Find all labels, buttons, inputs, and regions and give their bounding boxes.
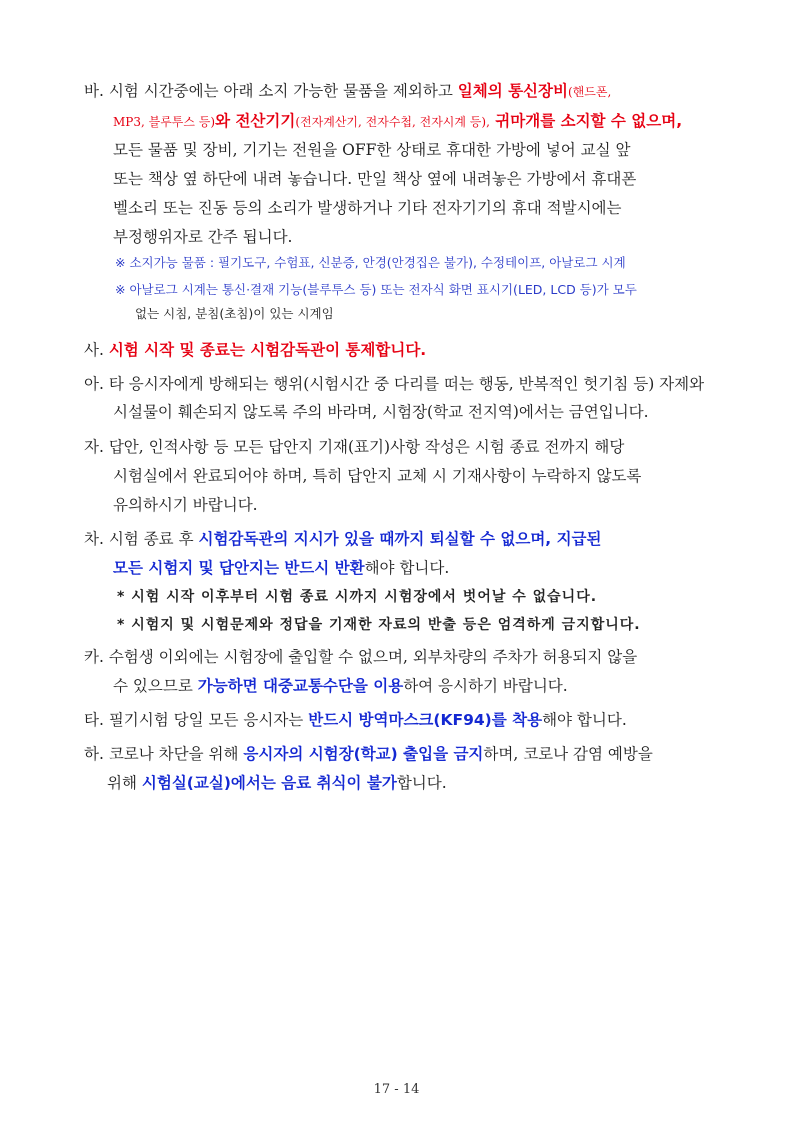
emphasis-blue: 응시자의 시험장(학교) 출입을 금지 — [243, 745, 484, 763]
text: 차. 시험 종료 후 — [84, 530, 199, 548]
text: 바. 시험 시간중에는 아래 소지 가능한 물품을 제외하고 — [84, 82, 458, 100]
text: 하며, 코로나 감염 예방을 — [483, 745, 653, 763]
emphasis-red: 귀마개를 소지할 수 없으며, — [489, 112, 683, 130]
item-ha-line-1 — [84, 743, 653, 765]
item-cha-line-2 — [113, 557, 449, 579]
bullet-no-leave: * 시험 시작 이후부터 시험 종료 시까지 시험장에서 벗어날 수 없습니다. — [117, 589, 598, 605]
emphasis-blue: 모든 시험지 및 답안지는 반드시 반환 — [113, 559, 365, 577]
item-ba-line-5: 벨소리 또는 진동 등의 소리가 발생하거나 기타 전자기기의 휴대 적발시에는 — [113, 199, 622, 217]
text: 해야 합니다. — [364, 559, 450, 577]
item-ka-line-2 — [113, 675, 568, 697]
emphasis-blue: 시험감독관의 지시가 있을 때까지 퇴실할 수 없으며, 지급된 — [198, 530, 602, 548]
text: 사. — [84, 341, 109, 359]
note-red: (전자계산기, 전자수첩, 전자시계 등), — [295, 115, 490, 129]
item-ba-line-1 — [84, 80, 611, 103]
emphasis-blue: 시험실(교실)에서는 음료 취식이 불가 — [141, 774, 397, 792]
text: 합니다. — [396, 774, 447, 792]
text: 수 있으므로 — [113, 677, 198, 695]
item-ba-line-2 — [113, 110, 682, 133]
item-a-line-1: 아. 타 응시자에게 방해되는 행위(시험시간 중 다리를 떠는 행동, 반복적인 헛기침 등) 자제와 — [84, 375, 705, 393]
item-ba-line-6: 부정행위자로 간주 됩니다. — [113, 228, 293, 246]
item-cha-line-1 — [84, 528, 602, 550]
item-ba-line-4: 또는 책상 옆 하단에 내려 놓습니다. 만일 책상 옆에 내려놓은 가방에서 휴대폰 — [113, 170, 637, 188]
bullet-no-export: * 시험지 및 시험문제와 정답을 기재한 자료의 반출 등은 엄격하게 금지합니다. — [117, 617, 641, 633]
page-number: 17 - 14 — [373, 1082, 420, 1097]
emphasis-red: 시험 시작 및 종료는 시험감독관이 통제합니다. — [108, 341, 427, 359]
item-ja-line-2: 시험실에서 완료되어야 하며, 특히 답안지 교체 시 기재사항이 누락하지 않도록 — [113, 467, 642, 485]
text: 하. 코로나 차단을 위해 — [84, 745, 244, 763]
note-analog-watch-2: 없는 시침, 분침(초침)이 있는 시계임 — [135, 306, 334, 321]
item-a-line-2: 시설물이 훼손되지 않도록 주의 바라며, 시험장(학교 전지역)에서는 금연입니다. — [113, 403, 649, 421]
note-red: (핸드폰, — [567, 85, 612, 99]
note-allowed-items: ※ 소지가능 물품 : 필기도구, 수험표, 신분증, 안경(안경집은 불가), 수정테이프, 아날로그 시계 — [115, 255, 626, 270]
text: 위해 — [107, 774, 142, 792]
item-ja-line-1: 자. 답안, 인적사항 등 모든 답안지 기재(표기)사항 작성은 시험 종료 전까지 해당 — [84, 438, 625, 456]
text: 해야 합니다. — [542, 711, 627, 729]
emphasis-red: 와 전산기기 — [215, 112, 296, 130]
emphasis-red: 일체의 통신장비 — [457, 82, 568, 100]
item-ka-line-1: 카. 수험생 이외에는 시험장에 출입할 수 없으며, 외부차량의 주차가 허용되지 않을 — [84, 648, 638, 666]
note-analog-watch-1: ※ 아날로그 시계는 통신·결재 기능(블루투스 등) 또는 전자식 화면 표시기(LED, LCD 등)가 모두 — [115, 282, 637, 297]
item-ba-line-3: 모든 물품 및 장비, 기기는 전원을 OFF한 상태로 휴대한 가방에 넣어 교실 앞 — [113, 141, 631, 159]
item-ja-line-3: 유의하시기 바랍니다. — [113, 496, 258, 514]
item-ta — [84, 709, 627, 731]
item-ha-line-2 — [107, 772, 447, 794]
emphasis-blue: 반드시 방역마스크(KF94)를 착용 — [308, 711, 543, 729]
text: 하여 응시하기 바랍니다. — [403, 677, 568, 695]
item-sa — [84, 339, 426, 361]
emphasis-blue: 가능하면 대중교통수단을 이용 — [197, 677, 404, 695]
note-red: MP3, 블루투스 등) — [113, 115, 216, 129]
text: 타. 필기시험 당일 모든 응시자는 — [84, 711, 309, 729]
